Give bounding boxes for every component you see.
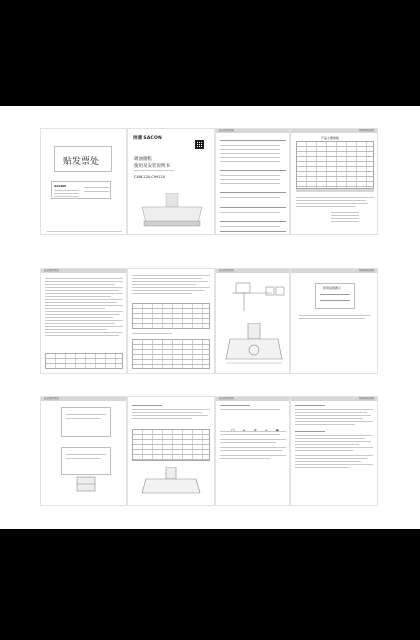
parameter-table-1: [132, 303, 210, 329]
front-cover-panel: [127, 128, 215, 235]
usage-panel-1: 安全使用须知: [40, 396, 127, 506]
spec-heading: 产品主要参数: [321, 136, 340, 140]
control-panel-page: 安全使用须知: [215, 396, 290, 506]
installation-diagram-top: [222, 281, 288, 317]
diagram-label: 使用说明图示: [323, 286, 342, 290]
parameter-table-2: [132, 339, 210, 369]
contents-panel: [215, 128, 290, 235]
safety-panel-1: 安全使用须知: [40, 268, 127, 374]
header-bar: 安全使用须知: [216, 129, 289, 133]
installation-diagram-hood: [224, 323, 284, 369]
product-title-1: 吸油烟机: [134, 157, 152, 162]
spec-table: [296, 141, 374, 189]
range-hood-illustration: [140, 193, 204, 229]
maintenance-panel: 帅康使用说明: [290, 396, 378, 506]
brand-logo: 帅康SACON: [133, 136, 163, 141]
safety-table: [45, 353, 123, 369]
usage-panel-2: [127, 396, 215, 506]
manual-sheet: [0, 106, 420, 529]
product-title-2: 使用及安装说明书: [134, 164, 170, 169]
model-number: CXW-220-C99120: [134, 175, 165, 179]
parameter-panel: [127, 268, 215, 374]
hood-cleaning-illustration: [136, 467, 206, 501]
invoice-sticker-area: [54, 146, 112, 172]
spec-panel: [290, 128, 378, 235]
qr-code: [195, 140, 204, 149]
installation-panel-2: 帅康使用说明 使用说明图示: [290, 268, 378, 374]
header-bar: 帅康使用说明: [291, 129, 377, 133]
warranty-card: [51, 181, 111, 199]
installation-panel-1: 安全使用须知: [215, 268, 290, 374]
sticker-label: 贴发票处: [63, 157, 100, 167]
usage-table: [132, 429, 210, 461]
filter-illustration: [75, 475, 99, 497]
back-cover-panel: [40, 128, 127, 235]
diagram-frame: [315, 283, 355, 309]
warranty-brand: SACON: [54, 184, 66, 188]
